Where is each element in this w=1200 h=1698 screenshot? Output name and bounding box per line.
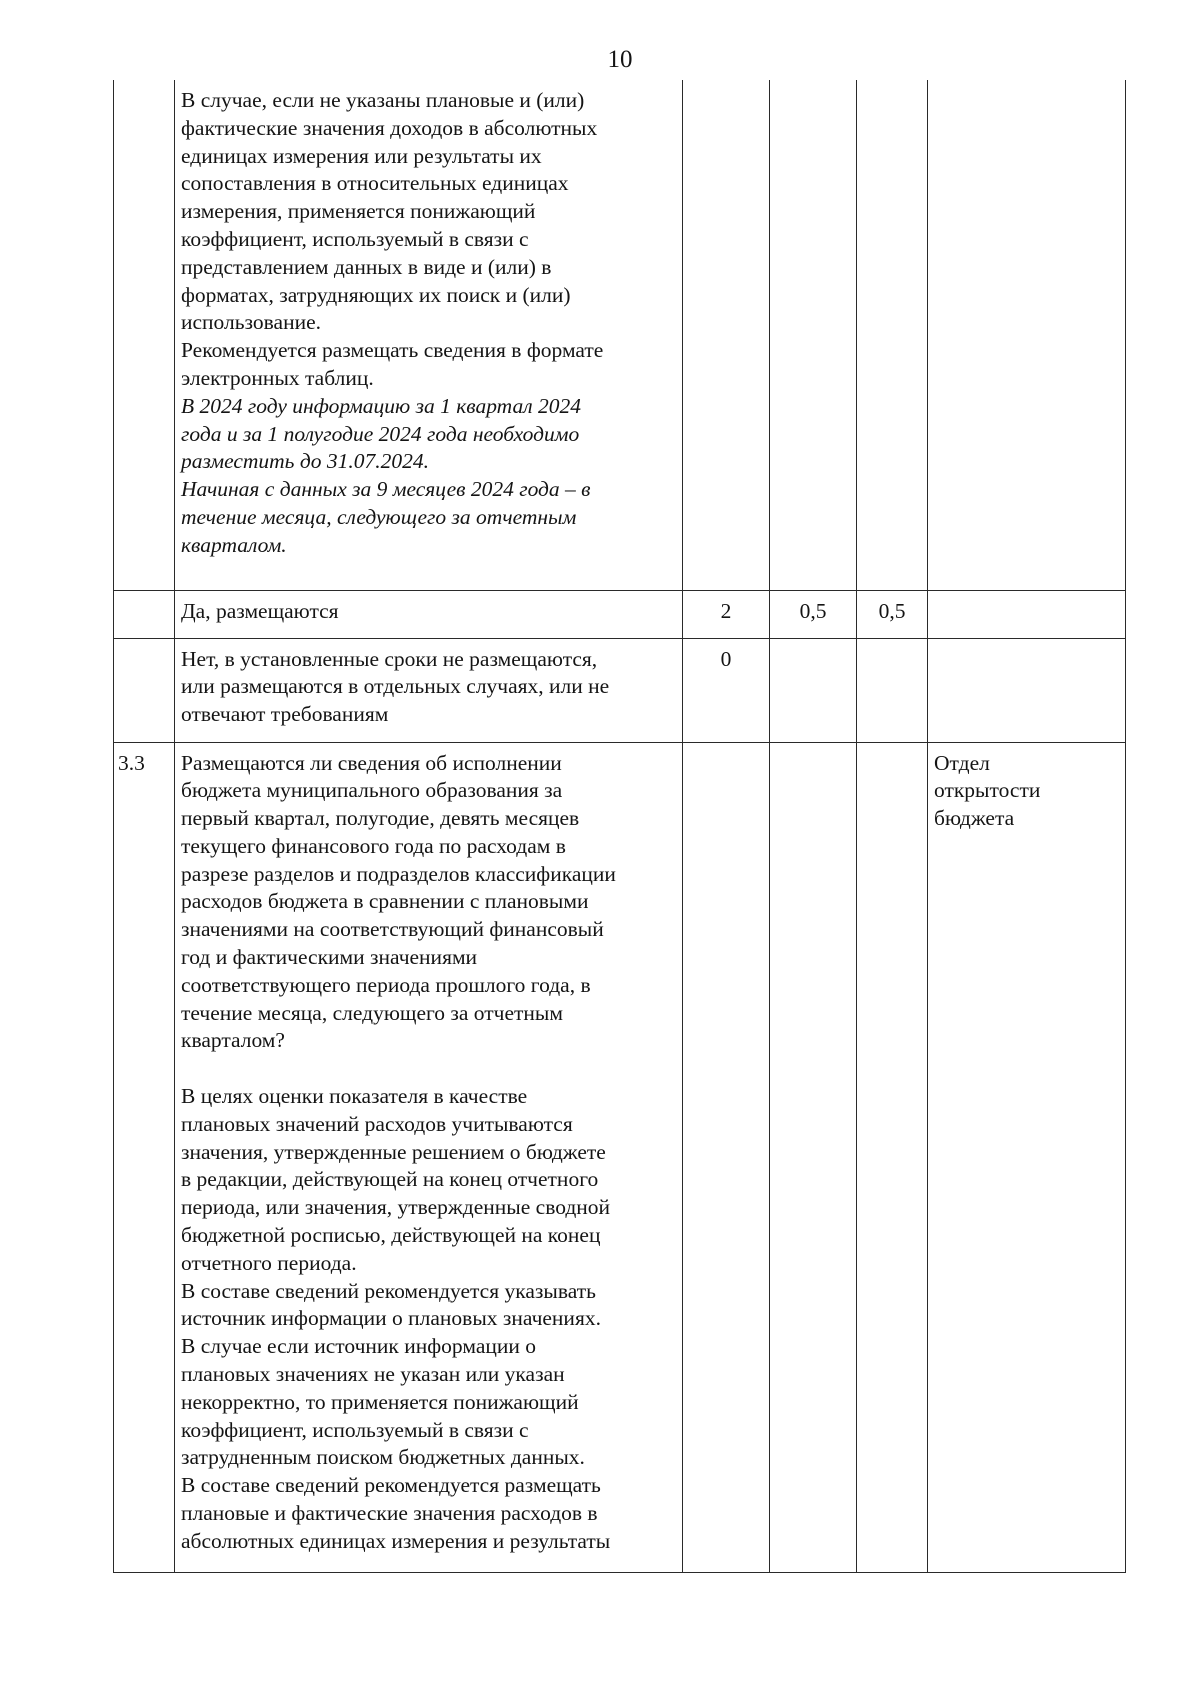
department-cell bbox=[928, 590, 1126, 638]
text-line: абсолютных единицах измерения и результаты bbox=[181, 1528, 611, 1553]
weight-cell bbox=[770, 80, 857, 590]
text-line: текущего финансового года по расходам в bbox=[181, 833, 566, 858]
weight-cell bbox=[857, 80, 928, 590]
page-number: 10 bbox=[607, 46, 633, 73]
department-cell bbox=[928, 742, 1126, 1572]
text-line: плановые и фактические значения расходов в bbox=[181, 1501, 598, 1526]
evaluation-table bbox=[113, 80, 1126, 1573]
row-number-cell: 3.3 bbox=[114, 742, 175, 1572]
description-cell bbox=[175, 638, 683, 742]
weight-cell bbox=[857, 742, 928, 1572]
department-cell bbox=[928, 80, 1126, 590]
description-cell bbox=[175, 742, 683, 1572]
italic-note-line: разместить до 31.07.2024. bbox=[181, 449, 429, 474]
italic-note-line: течение месяца, следующего за отчетным bbox=[181, 504, 577, 529]
text-line: коэффициент, используемый в связи с bbox=[181, 1417, 529, 1442]
text-line: электронных таблиц. bbox=[181, 365, 374, 390]
row-number-cell bbox=[114, 80, 175, 590]
department-cell bbox=[928, 638, 1126, 742]
text-line: сопоставления в относительных единицах bbox=[181, 171, 569, 196]
text-line: отчетного периода. bbox=[181, 1250, 357, 1275]
text-line: в редакции, действующей на конец отчетного bbox=[181, 1167, 599, 1192]
description-cell bbox=[175, 590, 683, 638]
italic-note-line: кварталом. bbox=[181, 532, 287, 557]
text-line: затрудненным поиском бюджетных данных. bbox=[181, 1445, 585, 1470]
italic-note-line: В 2024 году информацию за 1 квартал 2024 bbox=[181, 393, 581, 418]
department-line: открытости bbox=[934, 778, 1041, 803]
text-line: единицах измерения или результаты их bbox=[181, 143, 542, 168]
text-line: некорректно, то применяется понижающий bbox=[181, 1389, 579, 1414]
text-line: первый квартал, полугодие, девять месяцев bbox=[181, 806, 580, 831]
text-line: соответствующего периода прошлого года, в bbox=[181, 972, 591, 997]
text-line: В составе сведений рекомендуется размещать bbox=[181, 1473, 601, 1498]
text-line: форматах, затрудняющих их поиск и (или) bbox=[181, 282, 571, 307]
text-line: плановых значениях не указан или указан bbox=[181, 1362, 565, 1387]
paragraph-gap bbox=[181, 1055, 676, 1083]
text-line: бюджета муниципального образования за bbox=[181, 778, 563, 803]
department-line: бюджета bbox=[934, 806, 1015, 831]
score-cell: 0 bbox=[683, 638, 770, 742]
table-row bbox=[114, 80, 1126, 590]
score-cell bbox=[683, 742, 770, 1572]
text-line: Рекомендуется размещать сведения в формате bbox=[181, 338, 604, 363]
weight-cell: 0,5 bbox=[857, 590, 928, 638]
text-line: или размещаются в отдельных случаях, или не bbox=[181, 674, 610, 699]
weight-cell bbox=[770, 638, 857, 742]
weight-cell: 0,5 bbox=[770, 590, 857, 638]
weight-cell bbox=[770, 742, 857, 1572]
row-number-cell bbox=[114, 638, 175, 742]
score-cell: 2 bbox=[683, 590, 770, 638]
italic-note-line: года и за 1 полугодие 2024 года необходимо bbox=[181, 421, 580, 446]
text-line: Да, размещаются bbox=[181, 598, 339, 623]
text-line: бюджетной росписью, действующей на конец bbox=[181, 1223, 601, 1248]
text-line: фактические значения доходов в абсолютных bbox=[181, 115, 598, 140]
text-line: Нет, в установленные сроки не размещаются, bbox=[181, 646, 598, 671]
italic-note-line: Начиная с данных за 9 месяцев 2024 года – в bbox=[181, 477, 591, 502]
weight-cell bbox=[857, 638, 928, 742]
text-line: течение месяца, следующего за отчетным bbox=[181, 1000, 563, 1025]
table-row bbox=[114, 638, 1126, 742]
text-line: плановых значений расходов учитываются bbox=[181, 1111, 573, 1136]
department-line: Отдел bbox=[934, 750, 990, 775]
row-number-cell bbox=[114, 590, 175, 638]
score-cell bbox=[683, 80, 770, 590]
text-line: кварталом? bbox=[181, 1028, 285, 1053]
table-row bbox=[114, 742, 1126, 1572]
text-line: год и фактическими значениями bbox=[181, 945, 478, 970]
text-line: расходов бюджета в сравнении с плановыми bbox=[181, 889, 589, 914]
text-line: представлением данных в виде и (или) в bbox=[181, 254, 552, 279]
text-line: значения, утвержденные решением о бюджете bbox=[181, 1139, 606, 1164]
text-line: периода, или значения, утвержденные сводной bbox=[181, 1195, 611, 1220]
text-line: В составе сведений рекомендуется указывать bbox=[181, 1278, 596, 1303]
text-line: Размещаются ли сведения об исполнении bbox=[181, 750, 562, 775]
text-line: коэффициент, используемый в связи с bbox=[181, 226, 529, 251]
text-line: отвечают требованиям bbox=[181, 702, 389, 727]
text-line: измерения, применяется понижающий bbox=[181, 199, 536, 224]
text-line: В целях оценки показателя в качестве bbox=[181, 1084, 528, 1109]
text-line: В случае если источник информации о bbox=[181, 1334, 537, 1359]
text-line: В случае, если не указаны плановые и (или) bbox=[181, 88, 585, 112]
text-line: разрезе разделов и подразделов классификации bbox=[181, 861, 616, 886]
text-line: значениями на соответствующий финансовый bbox=[181, 917, 604, 942]
text-line: использование. bbox=[181, 310, 322, 335]
text-line: источник информации о плановых значениях. bbox=[181, 1306, 601, 1331]
description-cell bbox=[175, 80, 683, 590]
table-row bbox=[114, 590, 1126, 638]
